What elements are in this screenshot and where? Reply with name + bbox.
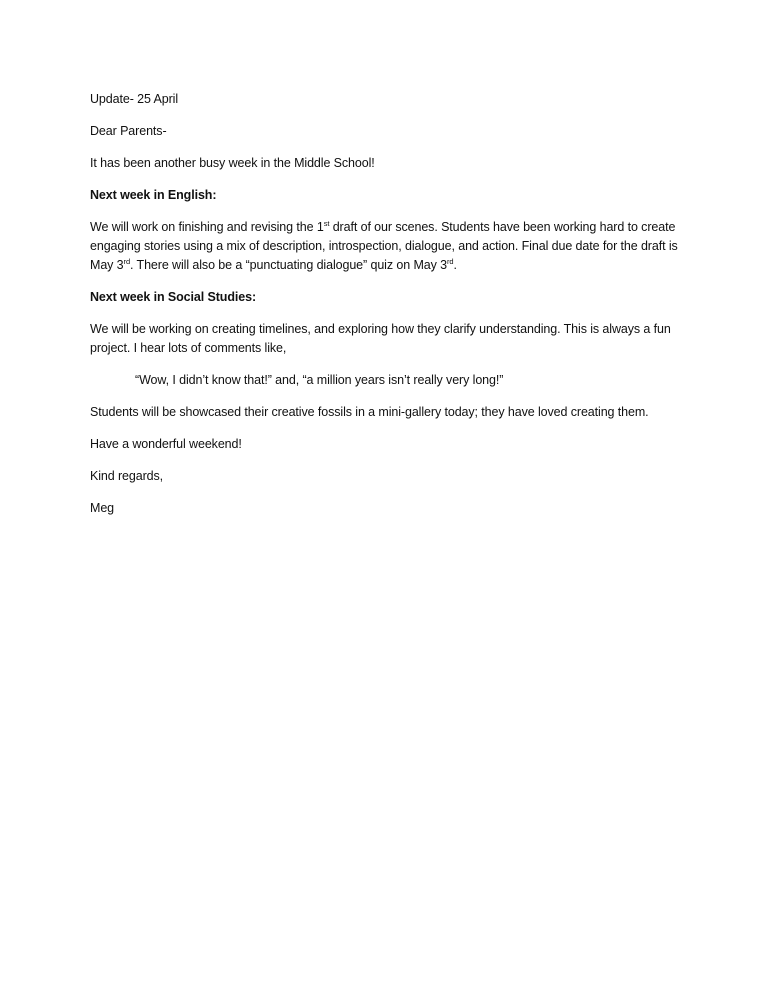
english-text-part: . There will also be a “punctuating dialogue” quiz on May 3: [130, 258, 447, 272]
social-studies-paragraph: We will be working on creating timelines, and exploring how they clarify understanding. This is always a fun project. I hear lots of comments like,: [90, 322, 671, 355]
letter-body: [90, 90, 690, 531]
english-heading: Next week in English:: [90, 188, 217, 202]
english-text-part: draft of our scenes. Students have been working hard to create engaging stories using a mix of description, introspection, dialogue, and action. Final due date for the draft is May 3: [90, 220, 678, 272]
superscript-ordinal: rd: [123, 257, 131, 266]
english-paragraph: [90, 218, 690, 275]
student-quote: “Wow, I didn’t know that!” and, “a million years isn’t really very long!”: [135, 373, 504, 387]
english-text-part: .: [453, 258, 457, 272]
superscript-ordinal: rd: [447, 257, 454, 266]
greeting: Dear Parents-: [90, 124, 167, 138]
showcase-paragraph: Students will be showcased their creative fossils in a mini-gallery today; they have loved creating them.: [90, 405, 649, 419]
english-text-part: We will work on finishing and revising the 1: [90, 220, 324, 234]
closing-wish: Have a wonderful weekend!: [90, 437, 242, 451]
superscript-ordinal: st: [323, 219, 330, 228]
social-studies-heading: Next week in Social Studies:: [90, 290, 257, 304]
update-line: Update- 25 April: [90, 92, 179, 106]
sign-off: Kind regards,: [90, 469, 164, 483]
signature: Meg: [90, 501, 115, 515]
intro-paragraph: It has been another busy week in the Middle School!: [90, 156, 375, 170]
